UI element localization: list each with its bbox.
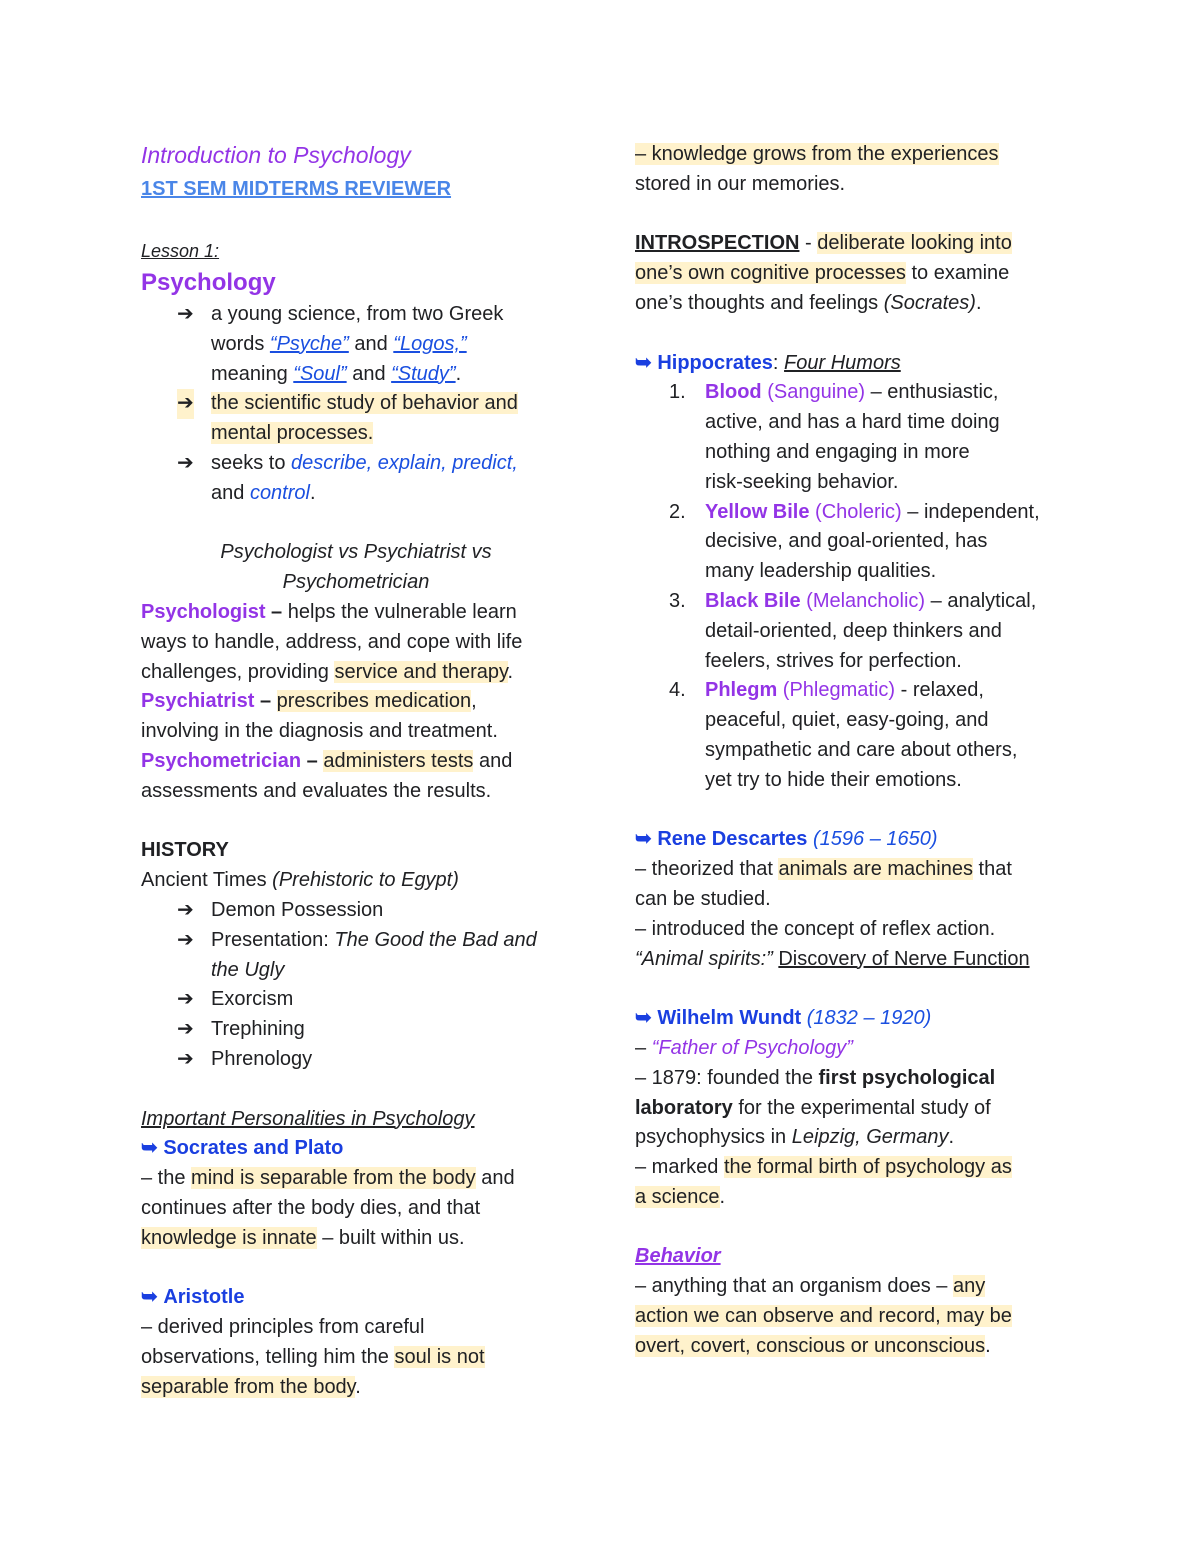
psychology-definition-list [141,300,571,509]
aristotle-section: ➥ Aristotle – derived principles from careful observations, telling him the soul is not separable from the body. [141,1286,485,1398]
list-item: ➔ a young science, from two Greek words “Psyche” and “Logos,” meaning “Soul” and “Study”. [177,300,571,389]
bullet-arrow-icon: ➥ [635,351,652,374]
left-column [141,138,571,1402]
list-item: ➔ Demon Possession [177,896,571,926]
behavior-section: Behavior – anything that an organism does – any action we can observe and record, may be overt, covert, conscious or unconscious. [635,1242,1065,1361]
arrow-icon: ➔ [177,451,194,474]
humor-item: 1. Blood (Sanguine) – enthusiastic, active, and has a hard time doing nothing and engaging in more risk-seeking behavior. [669,381,1000,493]
list-item: ➔ the scientific study of behavior and mental processes. [177,389,571,449]
bullet-arrow-icon: ➥ [141,1286,158,1309]
list-item: ➔ Phrenology [177,1045,571,1075]
arrow-icon: ➔ [177,988,194,1011]
bullet-arrow-icon: ➥ [635,828,652,851]
arrow-icon: ➔ [177,389,194,419]
list-item: ➔ Exorcism [177,985,571,1015]
introspection-section: INTROSPECTION - deliberate looking into one’s own cognitive processes to examine one’s thoughts and feelings (Socrates). [635,232,1012,314]
socrates-section: ➥ Socrates and Plato – the mind is separable from the body and continues after the body dies, and that knowledge is innate – built within us. [141,1137,515,1249]
behavior-heading: Behavior [635,1245,721,1268]
humor-item: 4. Phlegm (Phlegmatic) - relaxed, peaceful, quiet, easy-going, and sympathetic and care about others, yet try to hide their emotions. [669,679,1018,791]
arrow-icon: ➔ [177,928,194,951]
arrow-icon: ➔ [177,1047,194,1070]
list-item: ➔ Trephining [177,1015,571,1045]
history-heading: HISTORY [141,839,229,862]
list-item: ➔ Presentation: The Good the Bad and the Ugly [177,926,571,986]
arrow-icon: ➔ [177,1018,194,1041]
history-list [141,896,571,1075]
arrow-icon: ➔ [177,898,194,921]
psychiatrist-definition: Psychiatrist – prescribes medication, involving in the diagnosis and treatment. [141,690,498,743]
comparison-title: Psychologist vs Psychiatrist vs Psychometrician [220,541,492,594]
humor-item: 2. Yellow Bile (Choleric) – independent, decisive, and goal-oriented, has many leadership qualities. [669,500,1040,583]
list-item: ➔ seeks to describe, explain, predict, and control. [177,449,571,509]
psychology-heading: Psychology [141,269,276,296]
wundt-section: ➥ Wilhelm Wundt (1832 – 1920) – “Father of Psychology” – 1879: founded the first psychological laboratory for the experimental study of psychophysics in Leipzig, Germany. – marked the formal birth of psychology as a science. [635,1007,1012,1208]
lesson-label: Lesson 1: [141,241,220,261]
descartes-section: ➥ Rene Descartes (1596 – 1650) – theorized that animals are machines that can be studied. – introduced the concept of reflex action. “Animal spirits:” Discovery of Nerve Function [635,828,1030,970]
psychometrician-definition: Psychometrician – administers tests and assessments and evaluates the results. [141,749,513,802]
document-subtitle[interactable]: 1ST SEM MIDTERMS REVIEWER [141,178,452,200]
right-column [635,140,1065,1362]
humors-list [635,378,1065,795]
personalities-heading: Important Personalities in Psychology [141,1107,475,1130]
arrow-icon: ➔ [177,303,194,325]
bullet-arrow-icon: ➥ [141,1137,158,1160]
psychologist-definition: Psychologist – helps the vulnerable learn ways to handle, address, and cope with life challenges, providing service and therapy. [141,600,523,683]
humor-item: 3. Black Bile (Melancholic) – analytical, detail-oriented, deep thinkers and feelers, strives for perfection. [669,589,1037,672]
hippocrates-heading: ➥ Hippocrates: Four Humors [635,351,901,374]
continued-text: – knowledge grows from the experiences stored in our memories. [635,143,999,195]
document-title: Introduction to Psychology [141,142,411,168]
bullet-arrow-icon: ➥ [635,1007,652,1030]
ancient-times: Ancient Times (Prehistoric to Egypt) [141,869,459,892]
